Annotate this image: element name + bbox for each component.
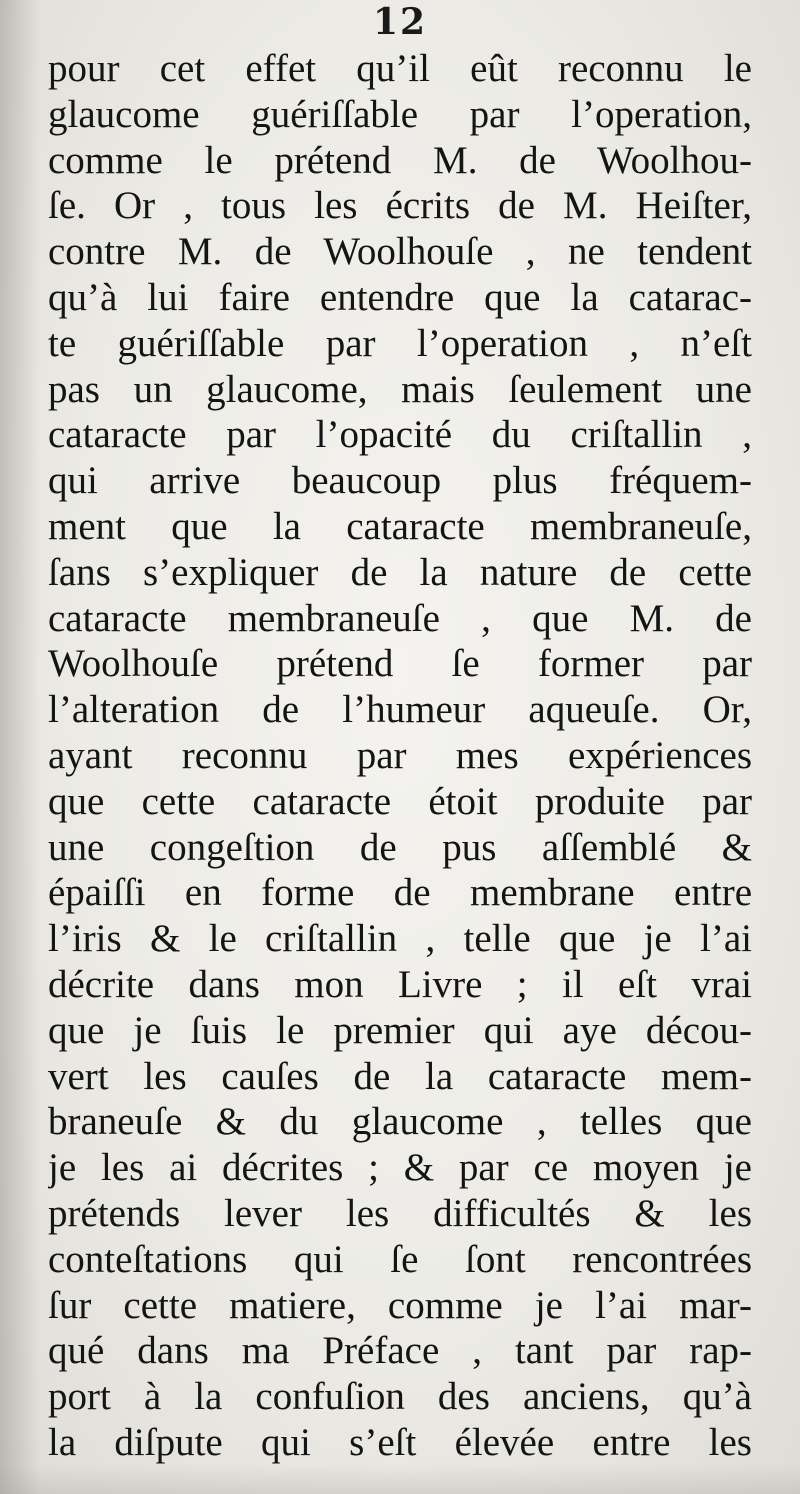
text-line: prétends lever les difficultés & les: [48, 1191, 752, 1235]
text-line: pour cet effet qu’il eût reconnu le: [48, 47, 752, 90]
text-line: l’iris & le criſtallin , telle que je l’ai: [48, 917, 752, 961]
text-line: ſur cette matiere, comme je l’ai mar-: [48, 1283, 752, 1327]
text-line: ayant reconnu par mes expériences: [48, 733, 752, 777]
page-gutter-shadow: [0, 0, 40, 1494]
text-line: pas un glaucome, mais ſeulement une: [48, 367, 752, 411]
text-line: port à la confuſion des anciens, qu’à: [48, 1375, 752, 1419]
text-line: contre M. de Woolhouſe , ne tendent: [48, 230, 752, 274]
page-number: 12: [372, 1, 428, 43]
text-line: comme le prétend M. de Woolhou-: [48, 138, 752, 182]
text-line: que je ſuis le premier qui aye décou-: [48, 1008, 752, 1052]
text-line: te guériſſable par l’operation , n’eſt: [48, 321, 752, 365]
text-line: braneuſe & du glaucome , telles que: [48, 1100, 752, 1144]
text-line: Woolhouſe prétend ſe former par: [48, 642, 752, 686]
text-line: glaucome guériſſable par l’operation,: [48, 92, 752, 136]
text-line: ſans s’expliquer de la nature de cette: [48, 550, 752, 594]
text-line: vert les cauſes de la cataracte mem-: [48, 1054, 752, 1098]
text-line: cataracte membraneuſe , que M. de: [48, 596, 752, 640]
text-line: conteſtations qui ſe ſont rencontrées: [48, 1237, 752, 1281]
text-line: décrite dans mon Livre ; il eſt vrai: [48, 962, 752, 1006]
text-line: une congeſtion de pus aſſemblé &: [48, 825, 752, 869]
text-line: ment que la cataracte membraneuſe,: [48, 504, 752, 548]
text-line: épaiſſi en forme de membrane entre: [48, 871, 752, 915]
text-line: qui arrive beaucoup plus fréquem-: [48, 459, 752, 503]
text-line: l’alteration de l’humeur aqueuſe. Or,: [48, 688, 752, 732]
text-line: la diſpute qui s’eſt élevée entre les: [48, 1420, 752, 1464]
body-text: [48, 46, 752, 1466]
text-line: ſe. Or , tous les écrits de M. Heiſter,: [48, 184, 752, 228]
text-line: je les ai décrites ; & par ce moyen je: [48, 1146, 752, 1190]
text-line: que cette cataracte étoit produite par: [48, 779, 752, 823]
text-line: qué dans ma Préface , tant par rap-: [48, 1329, 752, 1373]
text-line: cataracte par l’opacité du criſtallin ,: [48, 413, 752, 457]
page-bottom-shadow: [0, 1464, 800, 1494]
text-line: qu’à lui faire entendre que la catarac-: [48, 275, 752, 319]
